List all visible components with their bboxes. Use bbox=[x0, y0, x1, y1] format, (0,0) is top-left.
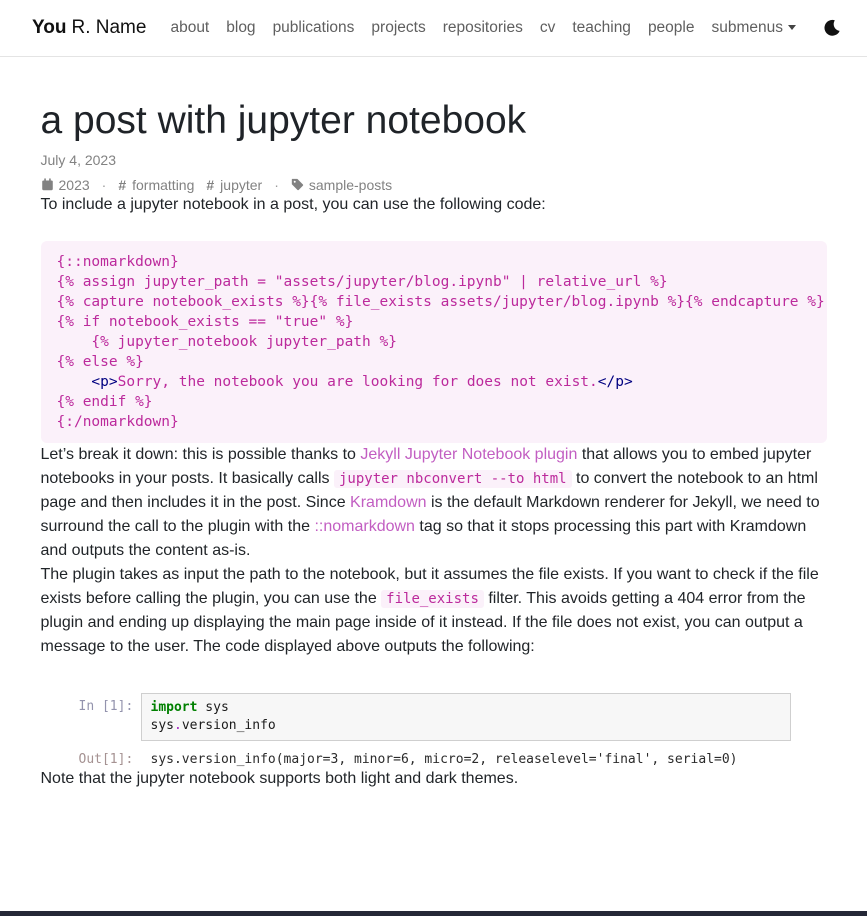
jupyter-output-text: sys.version_info(major=3, minor=6, micro=2, releaselevel='final', serial=0) bbox=[150, 751, 738, 767]
nav-item-cv[interactable]: cv bbox=[539, 19, 556, 36]
post-container bbox=[41, 99, 827, 791]
meta-separator: · bbox=[101, 176, 107, 193]
brand-rest: R. Name bbox=[71, 17, 147, 38]
nav-item-publications[interactable]: publications bbox=[272, 19, 355, 36]
dark-mode-toggle[interactable] bbox=[823, 19, 841, 37]
brand-bold: You bbox=[32, 17, 67, 38]
caret-down-icon bbox=[788, 25, 796, 30]
calendar-icon bbox=[41, 178, 54, 191]
post-title: a post with jupyter notebook bbox=[40, 99, 527, 142]
nav-item-submenus[interactable]: submenus bbox=[711, 19, 796, 37]
site-header bbox=[0, 0, 867, 57]
post-date: July 4, 2023 bbox=[40, 151, 116, 168]
jupyter-input-code: import sys sys.version_info bbox=[141, 693, 791, 741]
nav-item-people[interactable]: people bbox=[647, 19, 695, 36]
jupyter-notebook-embed bbox=[41, 693, 827, 767]
main-nav bbox=[170, 19, 823, 37]
hash-icon: # bbox=[206, 176, 215, 193]
intro-paragraph: To include a jupyter notebook in a post, you can use the following code: bbox=[40, 195, 546, 213]
tag-icon bbox=[291, 178, 304, 191]
year-link[interactable]: 2023 bbox=[41, 177, 90, 193]
liquid-code-block: {::nomarkdown} {% assign jupyter_path = "assets/jupyter/blog.ipynb" | relative_url %} {% capture notebook_exists %}{% file_exists assets/jupyter/blog.ipynb %}{% endcapture %} {% if notebook_exists == "true" %} {% jupyter_notebook jupyter_path %} {% else %} <p>Sorry, the notebook you are looking for does not exist.</p> {% endif %} {:/nomarkdown} bbox=[41, 241, 827, 443]
footer-top-strip bbox=[0, 911, 867, 916]
jupyter-input-cell bbox=[79, 693, 791, 741]
jupyter-out-prompt: Out[1]: bbox=[78, 751, 134, 767]
body-paragraph-1: Let’s break it down: this is possible thanks to Jekyll Jupyter Notebook plugin that allows you to embed jupyter notebooks in your posts. It basically calls jupyter nbconvert --to html to convert the notebook to an html page and then includes it in the post. Since Kramdown is the default Markdown renderer for Jekyll, we need to surround the call to the plugin with the ::nomarkdown tag so that it stops processing this part with Kramdown and outputs the content as-is. bbox=[40, 445, 820, 559]
jupyter-in-prompt: In [1]: bbox=[78, 698, 134, 714]
category-link-jupyter[interactable]: # jupyter bbox=[206, 176, 263, 193]
note-paragraph: Note that the jupyter notebook supports both light and dark themes. bbox=[40, 769, 519, 787]
nav-item-projects[interactable]: projects bbox=[371, 19, 426, 36]
meta-separator: · bbox=[274, 176, 279, 193]
brand-link[interactable] bbox=[32, 17, 146, 39]
tag-link-sample-posts[interactable]: sample-posts bbox=[291, 177, 392, 193]
nav-item-blog[interactable]: blog bbox=[226, 19, 256, 36]
inline-link[interactable]: Jekyll Jupyter Notebook plugin bbox=[360, 445, 578, 463]
hash-icon: # bbox=[118, 176, 127, 193]
nav-item-teaching[interactable]: teaching bbox=[572, 19, 631, 36]
nav-item-about[interactable]: about bbox=[170, 19, 210, 36]
moon-icon bbox=[823, 19, 841, 37]
jupyter-output-cell bbox=[79, 752, 791, 767]
nav-item-repositories[interactable]: repositories bbox=[442, 19, 523, 36]
category-link-formatting[interactable]: # formatting bbox=[118, 176, 195, 193]
inline-link[interactable]: Kramdown bbox=[350, 493, 427, 511]
post-meta bbox=[41, 177, 827, 193]
body-paragraph-2: The plugin takes as input the path to the notebook, but it assumes the file exists. If you want to check if the file exists before calling the plugin, you can use the file_exists filter. This avoids getting a 404 error from the plugin and ending up displaying the main page inside of it instead. If the file does not exist, you can output a message to the user. The code displayed above outputs the following: bbox=[40, 565, 819, 655]
inline-link[interactable]: ::nomarkdown bbox=[314, 517, 415, 535]
